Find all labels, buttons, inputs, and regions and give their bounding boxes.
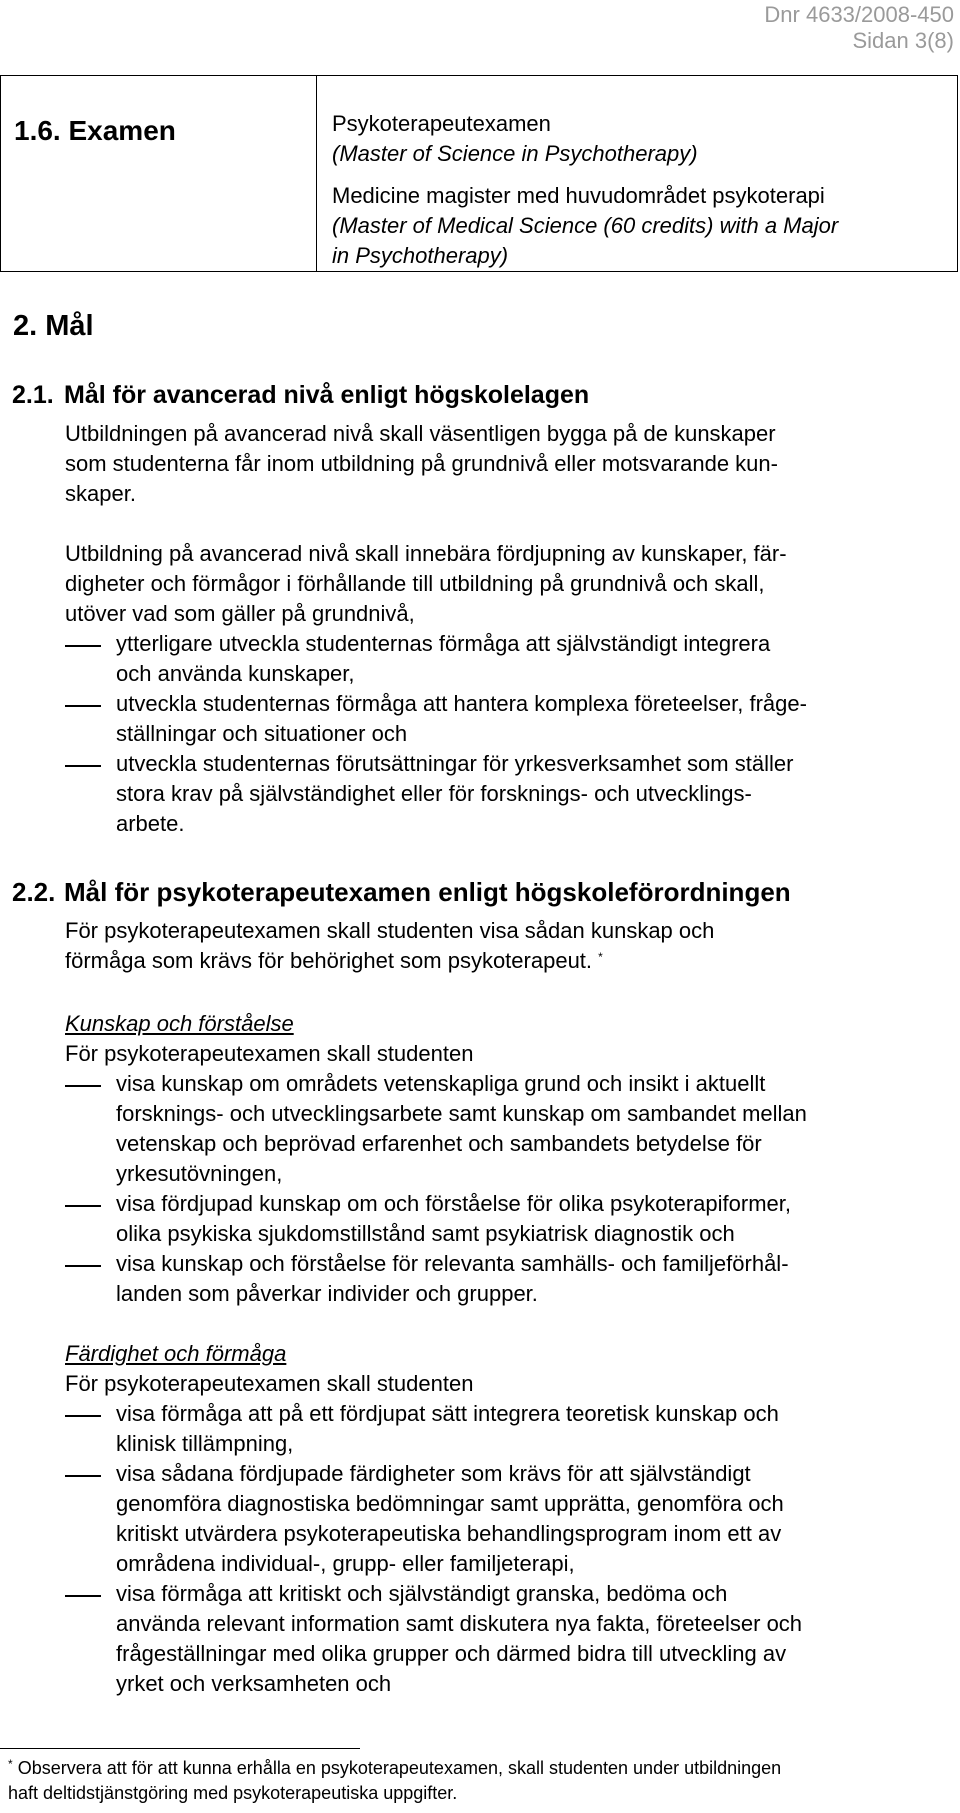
skills-title: Färdighet och förmåga [65,1341,287,1366]
footnote-separator [0,1748,360,1749]
exam-name-en: (Master of Science in Psychotherapy) [332,141,698,166]
dash-bullet [65,1595,101,1597]
list-item: visa kunskap om områdets vetenskapliga grund och insikt i aktuellt forsknings- och utvecklingsarbete samt kunskap om sambandet mellan vetenskap och beprövad erfarenhet och sambandets betydelse för yrkesutövningen, [116,1071,807,1186]
list-item: visa kunskap och förståelse för relevanta samhälls- och familjeförhål- landen som påverkar individer och grupper. [116,1251,789,1306]
list-item: ytterligare utveckla studenternas förmåga att självständigt integrera och använda kunskaper, [116,631,771,686]
dash-bullet [65,1085,101,1087]
exam-heading: 1.6. Examen [14,115,176,146]
degree-sv: Medicine magister med huvudområdet psykoterapi [332,183,825,208]
degree-en-line2: in Psychotherapy) [332,243,509,268]
s22-intro-line2: förmåga som krävs för behörighet som psykoterapeut. * [65,948,603,973]
list-item: visa sådana fördjupade färdigheter som krävs för att självständigt genomföra diagnostiska bedömningar samt upprätta, genomföra och kritiskt utvärdera psykoterapeutiska behandlingsprogram inom ett av områdena individual-, grupp- eller familjeterapi, [116,1461,784,1576]
list-item: visa fördjupad kunskap om och förståelse för olika psykoterapiformer, olika psykiska sjukdomstillstånd samt psykiatrisk diagnostik och [116,1191,791,1246]
s21-para2-line2: digheter och förmågor i förhållande till utbildning på grundnivå och skall, [65,571,765,596]
section-2-2-number: 2.2. [12,877,56,907]
knowledge-title: Kunskap och förståelse [65,1011,294,1036]
section-2-2-title: Mål för psykoterapeutexamen enligt högskoleförordningen [64,877,791,907]
exam-table [0,75,958,272]
dash-bullet [65,1475,101,1477]
goals-heading: 2. Mål [13,310,94,342]
dash-bullet [65,705,101,707]
section-2-2-heading [12,876,791,908]
knowledge-lead: För psykoterapeutexamen skall studenten [65,1041,474,1066]
degree-en-line1: (Master of Medical Science (60 credits) with a Major [332,213,839,238]
list-item: visa förmåga att på ett fördjupat sätt integrera teoretisk kunskap och klinisk tillämpning, [116,1401,779,1456]
footnote-mark: * [8,1757,13,1771]
dash-bullet [65,1415,101,1417]
footnote-line2: haft deltidstjänstgöring med psykoterapeutiska uppgifter. [8,1783,458,1803]
list-item: utveckla studenternas förmåga att hantera komplexa företeelser, fråge- ställningar och situationer och [116,691,807,746]
s21-para2-line1: Utbildning på avancerad nivå skall innebära fördjupning av kunskaper, fär- [65,541,787,566]
dash-bullet [65,645,101,647]
section-2-1-number: 2.1. [12,381,54,409]
dash-bullet [65,765,101,767]
table-divider [316,76,317,271]
footnote-reference: * [598,950,603,964]
s22-intro-line1: För psykoterapeutexamen skall studenten visa sådan kunskap och [65,918,715,943]
s21-para1-line3: skaper. [65,481,136,506]
list-item: visa förmåga att kritiskt och självständigt granska, bedöma och använda relevant information samt diskutera nya fakta, företeelser och frågeställningar med olika grupper och därmed bidra till utveckling av yrket och verksamheten och [116,1581,803,1696]
skills-lead: För psykoterapeutexamen skall studenten [65,1371,474,1396]
list-item: utveckla studenternas förutsättningar för yrkesverksamhet som ställer stora krav på självständighet eller för forsknings- och utvecklings- arbete. [116,751,794,836]
section-2-1-title: Mål för avancerad nivå enligt högskolelagen [64,381,590,409]
s21-para1-line2: som studenterna får inom utbildning på grundnivå eller motsvarande kun- [65,451,778,476]
document-number: Dnr 4633/2008-450 [764,2,954,27]
footnote-line1: * Observera att för att kunna erhålla en psykoterapeutexamen, skall studenten under utbildningen [8,1757,782,1778]
dash-bullet [65,1205,101,1207]
s21-para2-line3: utöver vad som gäller på grundnivå, [65,601,415,626]
footnote [8,1756,953,1806]
exam-name-sv: Psykoterapeutexamen [332,111,551,136]
page-number: Sidan 3(8) [852,28,954,53]
section-2-1-heading [12,379,589,411]
dash-bullet [65,1265,101,1267]
s21-para1-line1: Utbildningen på avancerad nivå skall väsentligen bygga på de kunskaper [65,421,776,446]
